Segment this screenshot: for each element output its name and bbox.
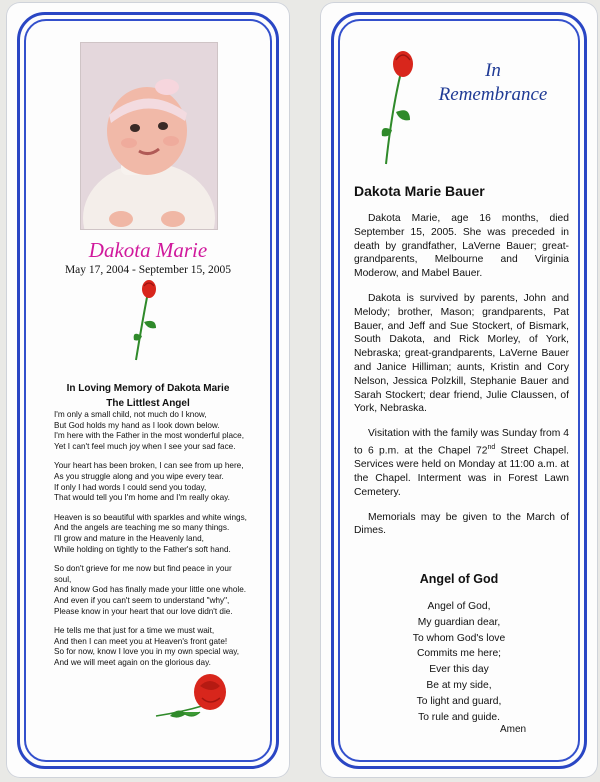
prayer-line: Commits me here; (416, 648, 502, 660)
poem-line: But God holds my hand as I look down below. (54, 420, 220, 430)
poem-line: As you struggle along and you wipe every tear. (54, 471, 224, 481)
poem-line: While holding on tightly to the Father's soft hand. (54, 544, 231, 554)
rose-stem-icon (370, 48, 420, 168)
poem-line: So don't grieve for me now but find peace in your (54, 564, 232, 574)
prayer-line: Ever this day (429, 664, 489, 676)
prayer-heading: Angel of God (419, 572, 499, 586)
remembrance-title-line2: Remembrance (438, 84, 548, 105)
poem-stanza (54, 461, 276, 503)
deceased-name: Dakota Marie (88, 238, 208, 262)
obituary-paragraph: Dakota is survived by parents, John and Melody; brother, Mason; grandparents, Pat Bauer, and Jeff and Sue Stockert, of Bismark, South Dakota, and Rick Morley, of York, Nebraska; great-grandparents, LaVerne Bauer and Janice Hilliman; aunts, Kristin and Cory Nelson, Jessica Polzkill, Stephanie Bauer and Sarah Stockert; dear friend, Julie Claussen, of York, Nebraska. (354, 292, 569, 415)
prayer-line: To rule and guide. (418, 711, 500, 723)
poem-stanza (54, 410, 276, 452)
poem-line: That would tell you I'm home and I'm really okay. (54, 493, 230, 503)
poem-line: Your heart has been broken, I can see from up here, (54, 461, 244, 471)
poem-stanza (54, 564, 276, 617)
poem-line: And then I can meet you at Heaven's front gate! (54, 636, 228, 646)
poem-line: And the angels are teaching me so many things. (54, 523, 230, 533)
rose-icon (152, 670, 242, 730)
obituary-heading: Dakota Marie Bauer (354, 183, 485, 199)
prayer-line: To light and guard, (416, 695, 502, 707)
poem-line: Yet I can't feel much joy when I see your sad face. (54, 441, 236, 451)
memorial-card-right (320, 2, 598, 778)
obituary-paragraph: Memorials may be given to the March of Dimes. (354, 511, 569, 537)
prayer-amen: Amen (500, 724, 527, 735)
remembrance-title-line1: In (485, 60, 501, 81)
poem-line: I'm only a small child, not much do I know, (54, 410, 207, 419)
poem-text (54, 410, 276, 677)
prayer-line: Angel of God, (427, 601, 491, 612)
memory-title: In Loving Memory of Dakota Marie (66, 383, 230, 394)
poem-line: I'll grow and mature in the Heavenly land, (54, 533, 204, 543)
obituary-paragraph: Dakota Marie, age 16 months, died September 15, 2005. She was preceded in death by grandfather, LaVerne Bauer; great-grandparents, Melbourne and Virginia Moderow, and Mabel Bauer. (354, 213, 569, 280)
poem-line: Please know in your heart that our love didn't die. (54, 606, 233, 616)
poem-stanza (54, 513, 276, 555)
obituary-paragraph: Visitation with the family was Sunday from 4 to 6 p.m. at the Chapel 72nd Street Chapel. Services were held on Monday at 11:00 a.m. at the Chapel. Interment was in Forest Lawn Cemetery. (354, 428, 570, 498)
rose-stem-icon (126, 278, 166, 368)
prayer-text (320, 599, 598, 725)
life-dates: May 17, 2004 - September 15, 2005 (64, 264, 232, 276)
poem-line: Heaven is so beautiful with sparkles and white wings, (54, 512, 247, 522)
poem-line: If only I had words I could send you today, (54, 482, 207, 492)
poem-title: The Littlest Angel (106, 398, 190, 409)
baby-photo (80, 42, 218, 230)
poem-line: And we will meet again on the glorious day. (54, 657, 211, 667)
poem-line: He tells me that just for a time we must wait, (54, 626, 215, 636)
poem-stanza (54, 626, 276, 668)
prayer-line: My guardian dear, (417, 616, 501, 628)
prayer-line: To whom God's love (412, 632, 506, 644)
prayer-line: Be at my side, (426, 679, 492, 691)
poem-line: I'm here with the Father in the most wonderful place, (54, 431, 244, 441)
poem-line: So for now, know I love you in my own special way, (54, 647, 240, 657)
obituary-text (354, 212, 569, 549)
memorial-card-left (6, 2, 290, 778)
poem-line: soul, (54, 574, 72, 584)
poem-line: And know God has finally made your little one whole. (54, 585, 247, 595)
poem-line: And even if you can't seem to understand "why", (54, 595, 230, 605)
